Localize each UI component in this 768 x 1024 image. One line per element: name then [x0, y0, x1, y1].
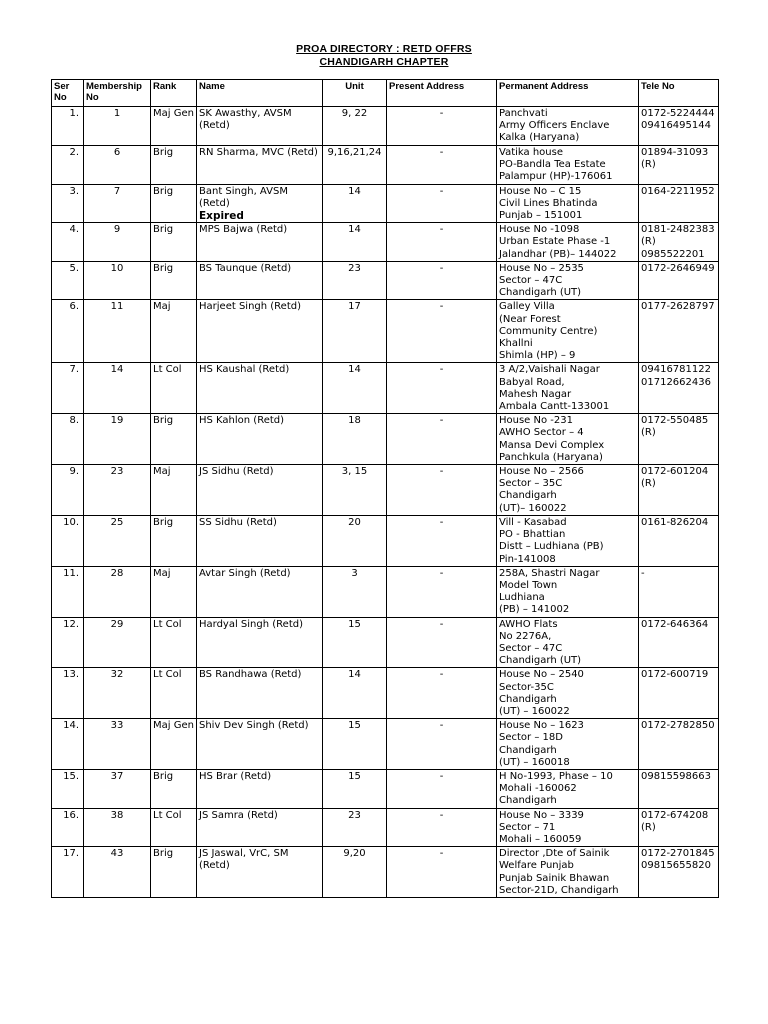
unit-cell: 9,16,21,24 — [323, 146, 387, 185]
ser-no-cell: 2. — [52, 146, 84, 185]
ser-no-cell: 9. — [52, 465, 84, 516]
rank-cell: Maj Gen — [151, 107, 197, 146]
tele-no-cell: 0161-826204 — [639, 515, 719, 566]
permanent-address-cell: House No – 2535 Sector – 47C Chandigarh (UT) — [497, 261, 639, 300]
permanent-address-cell: House No -1098 Urban Estate Phase -1 Jalandhar (PB)– 144022 — [497, 223, 639, 262]
table-row — [52, 719, 719, 770]
header-membership-no: Membership No — [84, 80, 151, 107]
present-address-cell: - — [387, 146, 497, 185]
permanent-address-cell: House No – C 15 Civil Lines Bhatinda Punjab – 151001 — [497, 184, 639, 223]
unit-cell: 9, 22 — [323, 107, 387, 146]
membership-no-cell: 1 — [84, 107, 151, 146]
membership-no-cell: 43 — [84, 847, 151, 898]
membership-no-cell: 33 — [84, 719, 151, 770]
tele-no-cell: 09416781122 01712662436 — [639, 363, 719, 414]
membership-no-cell: 28 — [84, 566, 151, 617]
present-address-cell: - — [387, 847, 497, 898]
tele-no-cell: 0172-550485 (R) — [639, 414, 719, 465]
header-name: Name — [197, 80, 323, 107]
membership-no-cell: 14 — [84, 363, 151, 414]
tele-no-cell: 0172-646364 — [639, 617, 719, 668]
table-row — [52, 566, 719, 617]
ser-no-cell: 16. — [52, 808, 84, 847]
membership-no-cell: 29 — [84, 617, 151, 668]
name-cell — [197, 515, 323, 566]
unit-cell: 3 — [323, 566, 387, 617]
table-row — [52, 769, 719, 808]
rank-cell: Lt Col — [151, 808, 197, 847]
permanent-address-cell: Vill - Kasabad PO - Bhattian Distt – Ludhiana (PB) Pin-141008 — [497, 515, 639, 566]
officer-name: Bant Singh, AVSM (Retd) — [199, 185, 288, 209]
membership-no-cell: 10 — [84, 261, 151, 300]
permanent-address-cell: H No-1993, Phase – 10 Mohali -160062 Chandigarh — [497, 769, 639, 808]
present-address-cell: - — [387, 363, 497, 414]
rank-cell: Brig — [151, 223, 197, 262]
permanent-address-cell: Galley Villa (Near Forest Community Centre) Khallni Shimla (HP) – 9 — [497, 300, 639, 363]
present-address-cell: - — [387, 769, 497, 808]
rank-cell: Maj — [151, 300, 197, 363]
rank-cell: Lt Col — [151, 617, 197, 668]
unit-cell: 9,20 — [323, 847, 387, 898]
unit-cell: 23 — [323, 261, 387, 300]
name-cell — [197, 223, 323, 262]
name-cell — [197, 808, 323, 847]
present-address-cell: - — [387, 107, 497, 146]
ser-no-cell: 14. — [52, 719, 84, 770]
document-title: PROA DIRECTORY : RETD OFFRS — [296, 43, 472, 55]
name-cell — [197, 261, 323, 300]
officer-name: Harjeet Singh (Retd) — [199, 301, 301, 313]
permanent-address-cell: House No – 1623 Sector – 18D Chandigarh (UT) – 160018 — [497, 719, 639, 770]
permanent-address-cell: 258A, Shastri Nagar Model Town Ludhiana (PB) – 141002 — [497, 566, 639, 617]
name-cell — [197, 719, 323, 770]
ser-no-cell: 7. — [52, 363, 84, 414]
permanent-address-cell: House No – 2540 Sector-35C Chandigarh (UT) – 160022 — [497, 668, 639, 719]
name-cell — [197, 146, 323, 185]
table-row — [52, 847, 719, 898]
unit-cell: 14 — [323, 363, 387, 414]
name-cell — [197, 363, 323, 414]
present-address-cell: - — [387, 300, 497, 363]
rank-cell: Brig — [151, 515, 197, 566]
table-row — [52, 146, 719, 185]
rank-cell: Lt Col — [151, 363, 197, 414]
unit-cell: 15 — [323, 769, 387, 808]
name-cell — [197, 414, 323, 465]
header-permanent-address: Permanent Address — [497, 80, 639, 107]
header-present-address: Present Address — [387, 80, 497, 107]
permanent-address-cell: Director ,Dte of Sainik Welfare Punjab Punjab Sainik Bhawan Sector-21D, Chandigarh — [497, 847, 639, 898]
tele-no-cell: 01894-31093 (R) — [639, 146, 719, 185]
unit-cell: 14 — [323, 223, 387, 262]
table-row — [52, 223, 719, 262]
table-row — [52, 184, 719, 223]
tele-no-cell: 09815598663 — [639, 769, 719, 808]
table-row — [52, 107, 719, 146]
present-address-cell: - — [387, 668, 497, 719]
ser-no-cell: 4. — [52, 223, 84, 262]
name-cell — [197, 184, 323, 223]
name-cell — [197, 465, 323, 516]
name-cell — [197, 617, 323, 668]
header-ser-no: Ser No — [52, 80, 84, 107]
table-row — [52, 261, 719, 300]
permanent-address-cell: House No – 3339 Sector – 71 Mohali – 160059 — [497, 808, 639, 847]
tele-no-cell: 0177-2628797 — [639, 300, 719, 363]
rank-cell: Brig — [151, 769, 197, 808]
rank-cell: Brig — [151, 184, 197, 223]
ser-no-cell: 10. — [52, 515, 84, 566]
officer-name: Hardyal Singh (Retd) — [199, 618, 303, 630]
header-unit: Unit — [323, 80, 387, 107]
permanent-address-cell: House No -231 AWHO Sector – 4 Mansa Devi Complex Panchkula (Haryana) — [497, 414, 639, 465]
present-address-cell: - — [387, 566, 497, 617]
name-cell — [197, 847, 323, 898]
permanent-address-cell: Vatika house PO-Bandla Tea Estate Palampur (HP)-176061 — [497, 146, 639, 185]
tele-no-cell: 0172-2646949 — [639, 261, 719, 300]
officer-name: MPS Bajwa (Retd) — [199, 224, 288, 236]
membership-no-cell: 25 — [84, 515, 151, 566]
rank-cell: Brig — [151, 146, 197, 185]
ser-no-cell: 8. — [52, 414, 84, 465]
rank-cell: Lt Col — [151, 668, 197, 719]
document-subtitle: CHANDIGARH CHAPTER — [319, 56, 449, 68]
permanent-address-cell: 3 A/2,Vaishali Nagar Babyal Road, Mahesh Nagar Ambala Cantt-133001 — [497, 363, 639, 414]
table-row — [52, 465, 719, 516]
membership-no-cell: 19 — [84, 414, 151, 465]
name-cell — [197, 107, 323, 146]
permanent-address-cell: Panchvati Army Officers Enclave Kalka (Haryana) — [497, 107, 639, 146]
unit-cell: 14 — [323, 668, 387, 719]
present-address-cell: - — [387, 184, 497, 223]
rank-cell: Maj Gen — [151, 719, 197, 770]
tele-no-cell: 0164-2211952 — [639, 184, 719, 223]
officer-name: HS Kaushal (Retd) — [199, 364, 290, 376]
status-note: Expired — [199, 210, 244, 223]
membership-no-cell: 9 — [84, 223, 151, 262]
present-address-cell: - — [387, 223, 497, 262]
name-cell — [197, 668, 323, 719]
unit-cell: 15 — [323, 719, 387, 770]
officer-name: BS Taunque (Retd) — [199, 262, 292, 274]
tele-no-cell: - — [639, 566, 719, 617]
name-cell — [197, 769, 323, 808]
ser-no-cell: 11. — [52, 566, 84, 617]
officer-name: Shiv Dev Singh (Retd) — [199, 720, 309, 732]
tele-no-cell: 0172-5224444 09416495144 — [639, 107, 719, 146]
membership-no-cell: 6 — [84, 146, 151, 185]
table-row — [52, 363, 719, 414]
tele-no-cell: 0172-600719 — [639, 668, 719, 719]
rank-cell: Maj — [151, 566, 197, 617]
table-row — [52, 414, 719, 465]
membership-no-cell: 38 — [84, 808, 151, 847]
tele-no-cell: 0172-674208 (R) — [639, 808, 719, 847]
ser-no-cell: 17. — [52, 847, 84, 898]
tele-no-cell: 0172-2701845 09815655820 — [639, 847, 719, 898]
rank-cell: Brig — [151, 414, 197, 465]
officer-name: BS Randhawa (Retd) — [199, 669, 302, 681]
permanent-address-cell: House No – 2566 Sector – 35C Chandigarh (UT)– 160022 — [497, 465, 639, 516]
tele-no-cell: 0181-2482383 (R) 0985522201 — [639, 223, 719, 262]
present-address-cell: - — [387, 808, 497, 847]
name-cell — [197, 566, 323, 617]
unit-cell: 15 — [323, 617, 387, 668]
officer-name: HS Kahlon (Retd) — [199, 415, 285, 427]
present-address-cell: - — [387, 261, 497, 300]
table-row — [52, 808, 719, 847]
directory-table — [51, 79, 719, 898]
present-address-cell: - — [387, 414, 497, 465]
ser-no-cell: 6. — [52, 300, 84, 363]
table-row — [52, 617, 719, 668]
ser-no-cell: 3. — [52, 184, 84, 223]
permanent-address-cell: AWHO Flats No 2276A, Sector – 47C Chandigarh (UT) — [497, 617, 639, 668]
present-address-cell: - — [387, 515, 497, 566]
officer-name: JS Jaswal, VrC, SM (Retd) — [199, 848, 289, 872]
officer-name: Avtar Singh (Retd) — [199, 567, 291, 579]
membership-no-cell: 23 — [84, 465, 151, 516]
membership-no-cell: 37 — [84, 769, 151, 808]
ser-no-cell: 15. — [52, 769, 84, 808]
ser-no-cell: 13. — [52, 668, 84, 719]
table-row — [52, 300, 719, 363]
officer-name: SK Awasthy, AVSM (Retd) — [199, 108, 292, 132]
officer-name: JS Sidhu (Retd) — [199, 466, 274, 478]
membership-no-cell: 11 — [84, 300, 151, 363]
unit-cell: 3, 15 — [323, 465, 387, 516]
unit-cell: 14 — [323, 184, 387, 223]
officer-name: JS Samra (Retd) — [199, 809, 278, 821]
officer-name: SS Sidhu (Retd) — [199, 516, 277, 528]
unit-cell: 17 — [323, 300, 387, 363]
ser-no-cell: 12. — [52, 617, 84, 668]
header-tele-no: Tele No — [639, 80, 719, 107]
membership-no-cell: 7 — [84, 184, 151, 223]
rank-cell: Brig — [151, 261, 197, 300]
tele-no-cell: 0172-601204 (R) — [639, 465, 719, 516]
header-row — [52, 80, 719, 107]
rank-cell: Maj — [151, 465, 197, 516]
membership-no-cell: 32 — [84, 668, 151, 719]
ser-no-cell: 1. — [52, 107, 84, 146]
ser-no-cell: 5. — [52, 261, 84, 300]
tele-no-cell: 0172-2782850 — [639, 719, 719, 770]
table-row — [52, 515, 719, 566]
unit-cell: 23 — [323, 808, 387, 847]
rank-cell: Brig — [151, 847, 197, 898]
header-rank: Rank — [151, 80, 197, 107]
officer-name: RN Sharma, MVC (Retd) — [199, 147, 318, 158]
unit-cell: 18 — [323, 414, 387, 465]
table-body — [52, 107, 719, 898]
present-address-cell: - — [387, 617, 497, 668]
officer-name: HS Brar (Retd) — [199, 770, 272, 782]
present-address-cell: - — [387, 719, 497, 770]
unit-cell: 20 — [323, 515, 387, 566]
table-row — [52, 668, 719, 719]
present-address-cell: - — [387, 465, 497, 516]
name-cell — [197, 300, 323, 363]
